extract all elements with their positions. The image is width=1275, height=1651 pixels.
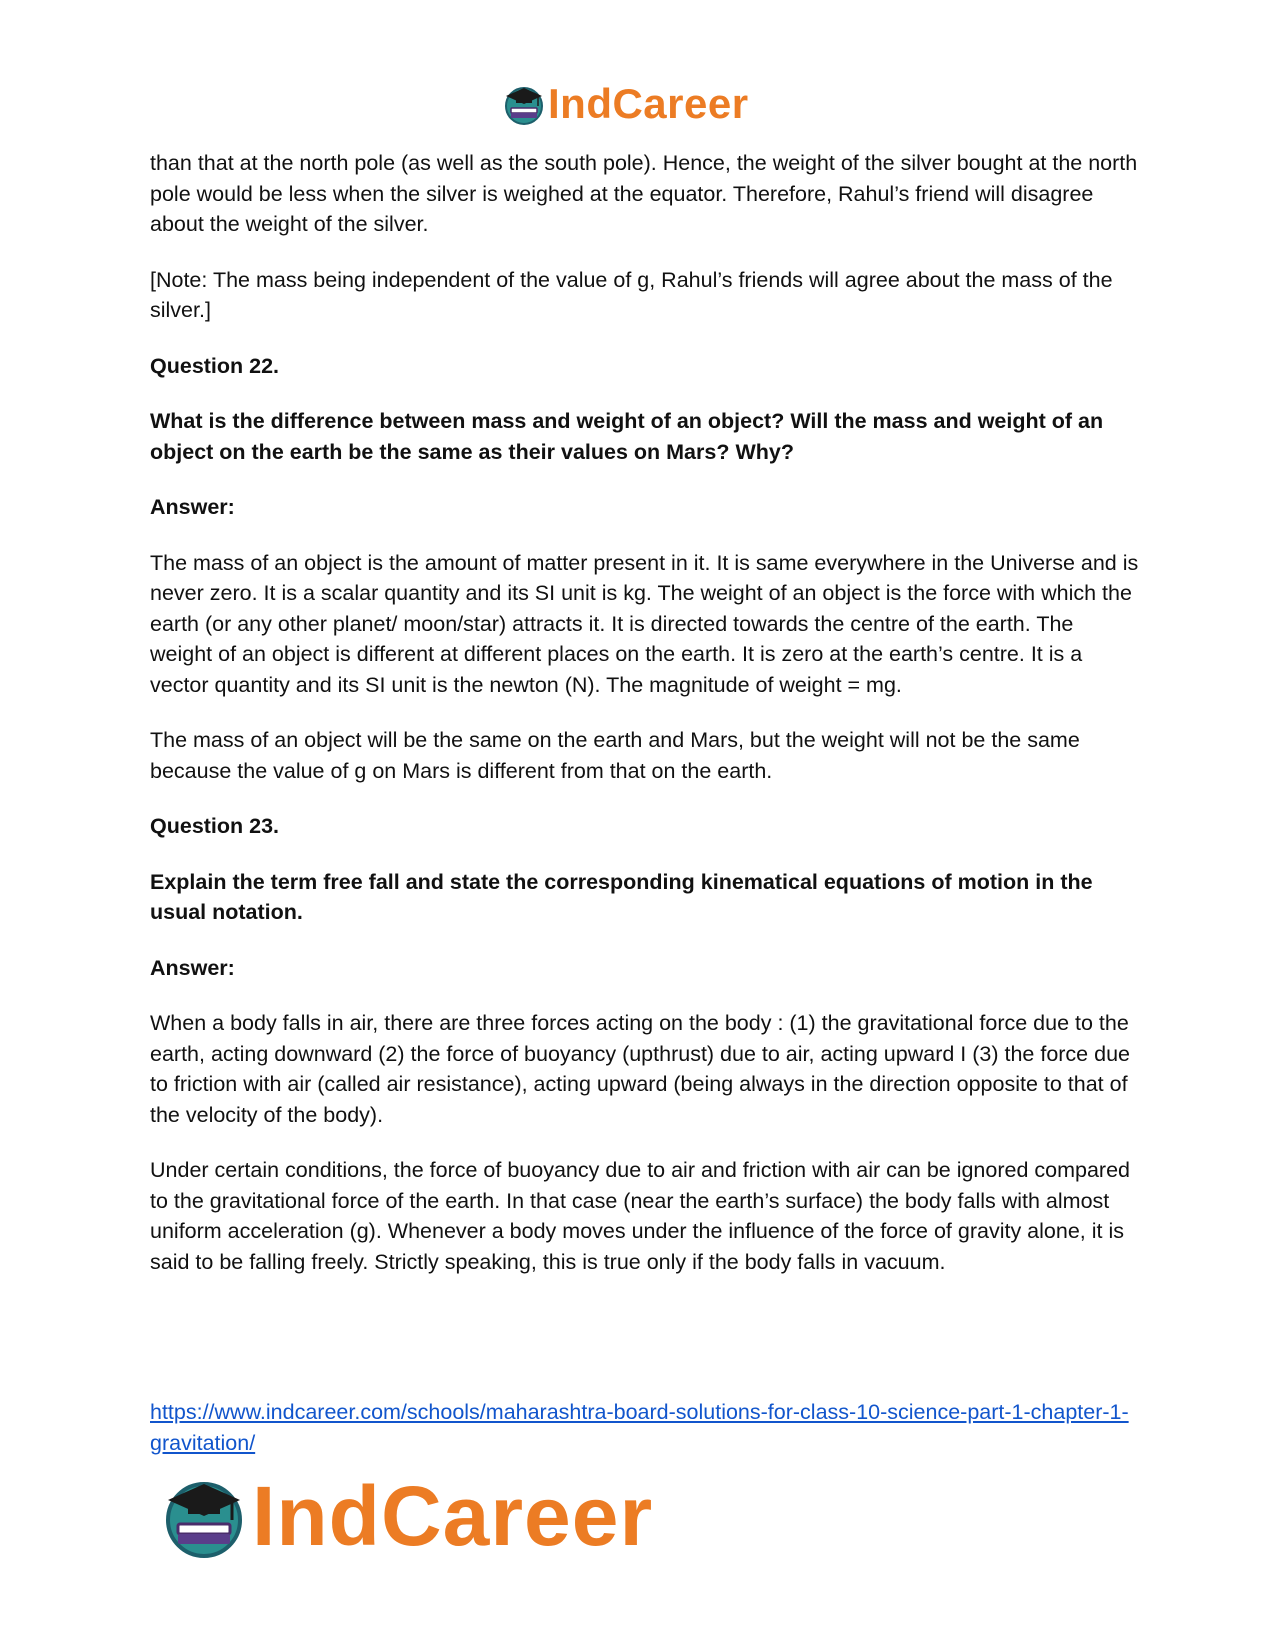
body-paragraph: [Note: The mass being independent of the value of g, Rahul’s friends will agree about the mass of the silver.] bbox=[150, 267, 1113, 322]
graduation-cap-books-globe-icon bbox=[502, 82, 546, 126]
header-logo bbox=[502, 80, 749, 128]
graduation-cap-books-globe-icon bbox=[160, 1472, 248, 1560]
header-logo-text: IndCareer bbox=[548, 80, 749, 127]
body-paragraph: When a body falls in air, there are three forces acting on the body : (1) the gravitational force due to the earth, acting downward (2) the force of buoyancy (upthrust) due to air, acting upward I (3) the force due to friction with air (called air resistance), acting upward (being always in the direction opposite to that of the velocity of the body). bbox=[150, 1011, 1130, 1127]
body-paragraph: than that at the north pole (as well as the south pole). Hence, the weight of the silver bought at the north pole would be less when the silver is weighed at the equator. Therefore, Rahul’s friend will disagree about the weight of the silver. bbox=[150, 151, 1138, 236]
bold-paragraph: Answer: bbox=[150, 955, 235, 980]
source-link[interactable]: https://www.indcareer.com/schools/maharashtra-board-solutions-for-class-10-science-part-1-chapter-1-gravitation/ bbox=[150, 1400, 1129, 1455]
document-body bbox=[150, 148, 1140, 1302]
body-paragraph: The mass of an object is the amount of matter present in it. It is same everywhere in the Universe and is never zero. It is a scalar quantity and its SI unit is kg. The weight of an object is the force with which the earth (or any other planet/ moon/star) attracts it. It is directed towards the centre of the earth. The weight of an object is different at different places on the earth. It is zero at the earth’s centre. It is a vector quantity and its SI unit is the newton (N). The magnitude of weight = mg. bbox=[150, 550, 1139, 697]
bold-paragraph: What is the difference between mass and weight of an object? Will the mass and weight of an object on the earth be the same as their values on Mars? Why? bbox=[150, 409, 1104, 464]
body-paragraph: Under certain conditions, the force of buoyancy due to air and friction with air can be ignored compared to the gravitational force of the earth. In that case (near the earth’s surface) the body falls with almost uniform acceleration (g). Whenever a body moves under the influence of the force of gravity alone, it is said to be falling freely. Strictly speaking, this is true only if the body falls in vacuum. bbox=[150, 1158, 1131, 1274]
bold-paragraph: Answer: bbox=[150, 495, 235, 519]
bold-paragraph: Question 23. bbox=[150, 814, 280, 838]
bold-paragraph: Explain the term free fall and state the corresponding kinematical equations of motion in the usual notation. bbox=[150, 869, 1093, 924]
source-link-block bbox=[150, 1397, 1140, 1458]
footer-logo bbox=[160, 1468, 653, 1563]
bold-paragraph: Question 22. bbox=[150, 353, 280, 378]
body-paragraph: The mass of an object will be the same on the earth and Mars, but the weight will not be the same because the value of g on Mars is different from that on the earth. bbox=[150, 728, 1080, 783]
footer-logo-text: IndCareer bbox=[252, 1468, 654, 1563]
